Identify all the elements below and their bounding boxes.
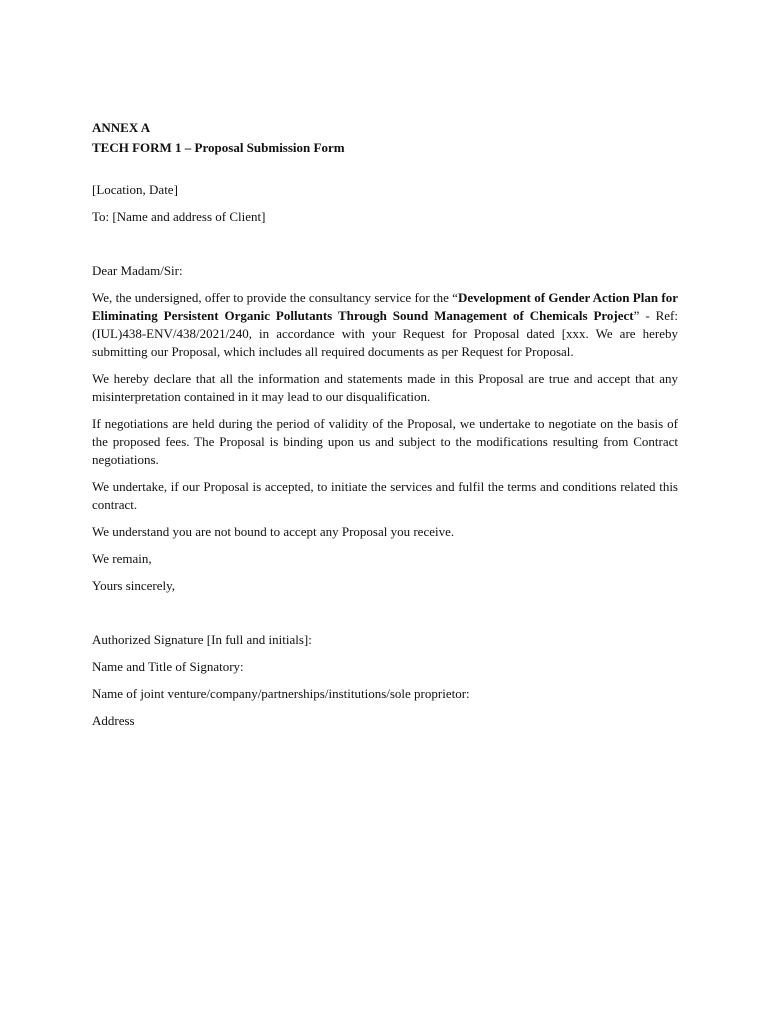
document-page [92,118,678,730]
form-title: TECH FORM 1 – Proposal Submission Form [92,140,345,155]
salutation: Dear Madam/Sir: [92,263,183,278]
declaration-paragraph: We hereby declare that all the information and statements made in this Proposal are true and accept that any misinterpretation contained in it may lead to our disqualification. [92,371,678,404]
negotiation-paragraph: If negotiations are held during the period of validity of the Proposal, we undertake to negotiate on the basis of the proposed fees. The Proposal is binding upon us and subject to the modifications resulting from Contract negotiations. [92,416,678,467]
offer-paragraph [92,289,678,361]
undertaking-paragraph: We undertake, if our Proposal is accepted, to initiate the services and fulfil the terms and conditions related this contract. [92,479,678,512]
signature-field-label: Authorized Signature [In full and initials]: [92,632,312,647]
organization-name-label: Name of joint venture/company/partnerships/institutions/sole proprietor: [92,686,470,701]
closing-yours-sincerely: Yours sincerely, [92,578,176,593]
address-label: Address [92,713,135,728]
location-date: [Location, Date] [92,182,178,197]
signatory-name-title-label: Name and Title of Signatory: [92,659,244,674]
acceptance-paragraph: We understand you are not bound to accept any Proposal you receive. [92,524,455,539]
recipient-line: To: [Name and address of Client] [92,209,266,224]
project-name: Development of Gender Action Plan for Eliminating Persistent Organic Pollutants Through Sound Management of Chemicals Project [92,290,678,323]
annex-label: ANNEX A [92,120,151,135]
offer-text-end: ” - Ref: (IUL)438-ENV/438/2021/240, in accordance with your Request for Proposal dated [xxx. We are hereby submitting our Proposal, which includes all required documents as per Request for Proposal. [92,308,678,359]
closing-we-remain: We remain, [92,551,152,566]
offer-text-start: We, the undersigned, offer to provide the consultancy service for the “ [92,290,458,305]
